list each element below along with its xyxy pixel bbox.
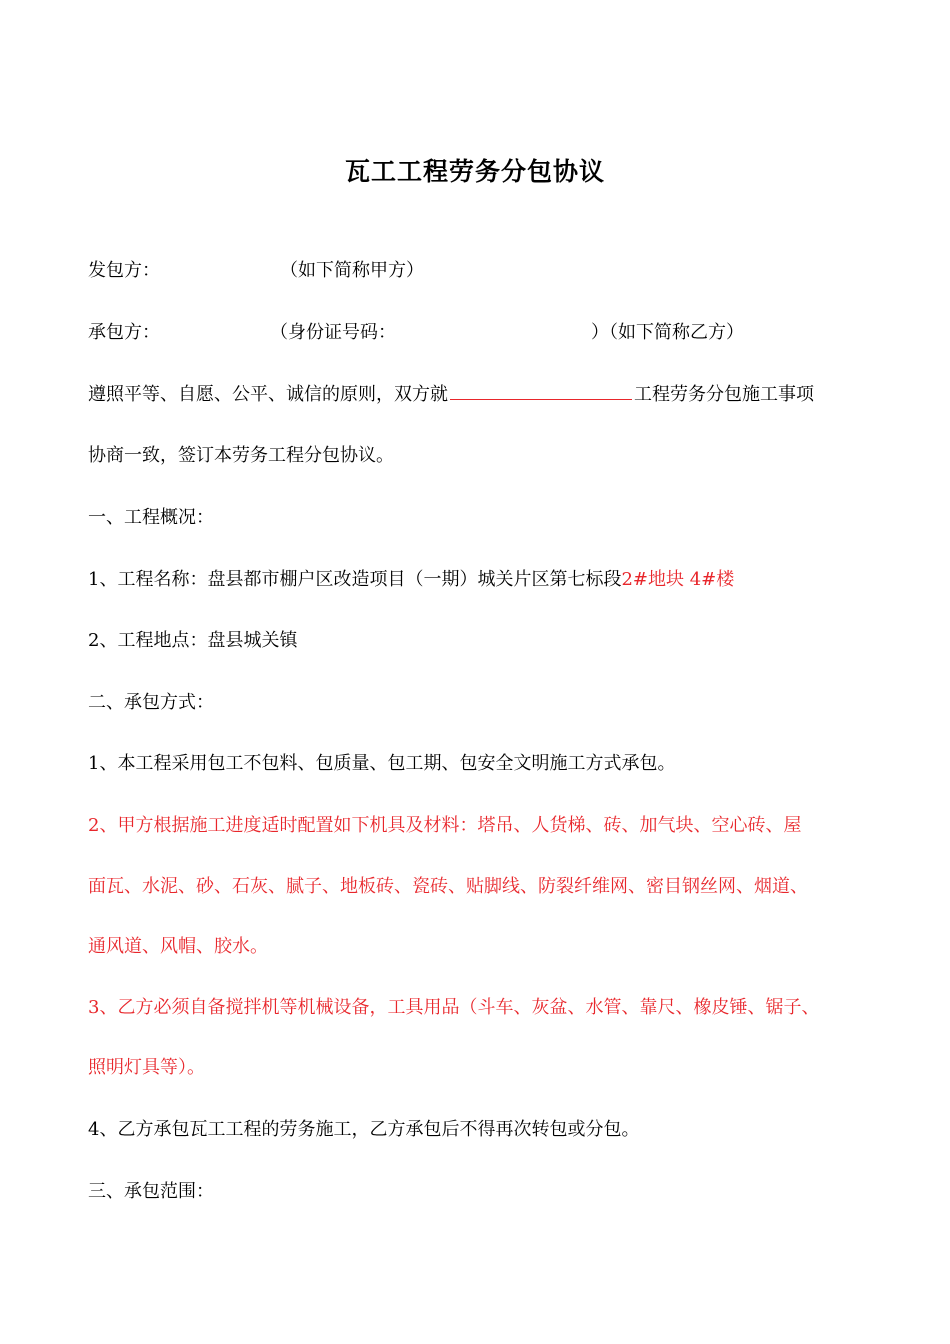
project-name-blank — [450, 381, 632, 400]
section2-item1: 1、本工程采用包工不包料、包质量、包工期、包安全文明施工方式承包。 — [88, 753, 676, 774]
party-b-id-label: （身份证号码： — [270, 322, 396, 343]
intro-part2: 工程劳务分包施工事项 — [634, 384, 814, 405]
section1-item2: 2、工程地点：盘县城关镇 — [88, 630, 298, 651]
section2-item4: 4、乙方承包瓦工工程的劳务施工，乙方承包后不得再次转包或分包。 — [88, 1119, 640, 1140]
party-b-id-close: ）（如下简称乙方） — [591, 322, 744, 343]
section3-heading: 三、承包范围： — [88, 1181, 214, 1202]
party-a-note: （如下简称甲方） — [280, 260, 424, 281]
section2-item3-line2: 照明灯具等）。 — [88, 1057, 205, 1078]
section1-heading: 一、工程概况： — [88, 507, 214, 528]
intro-line-1 — [88, 381, 814, 408]
section1-item1 — [88, 567, 734, 593]
party-a-label: 发包方： — [88, 260, 160, 281]
intro-part1: 遵照平等、自愿、公平、诚信的原则，双方就 — [88, 384, 448, 405]
section1-item1-text: 1、工程名称：盘县都市棚户区改造项目（一期）城关片区第七标段 — [88, 569, 622, 590]
section2-item2-line2: 面瓦、水泥、砂、石灰、腻子、地板砖、瓷砖、贴脚线、防裂纤维网、密目钢丝网、烟道、 — [88, 876, 808, 897]
party-a-line — [88, 258, 424, 284]
section2-item2-line1: 2、甲方根据施工进度适时配置如下机具及材料：塔吊、人货梯、砖、加气块、空心砖、屋 — [88, 815, 802, 836]
section2-item3-line1: 3、乙方必须自备搅拌机等机械设备，工具用品（斗车、灰盆、水管、靠尺、橡皮锤、锯子、 — [88, 997, 820, 1018]
party-b-line — [88, 320, 744, 346]
party-b-label: 承包方： — [88, 322, 160, 343]
section2-item2-line3: 通风道、风帽、胶水。 — [88, 936, 268, 957]
section2-heading: 二、承包方式： — [88, 692, 214, 713]
section1-item1-highlight: 2#地块 4#楼 — [621, 569, 735, 590]
document-title: 瓦工工程劳务分包协议 — [344, 157, 605, 186]
intro-line-2: 协商一致，签订本劳务工程分包协议。 — [88, 445, 394, 466]
